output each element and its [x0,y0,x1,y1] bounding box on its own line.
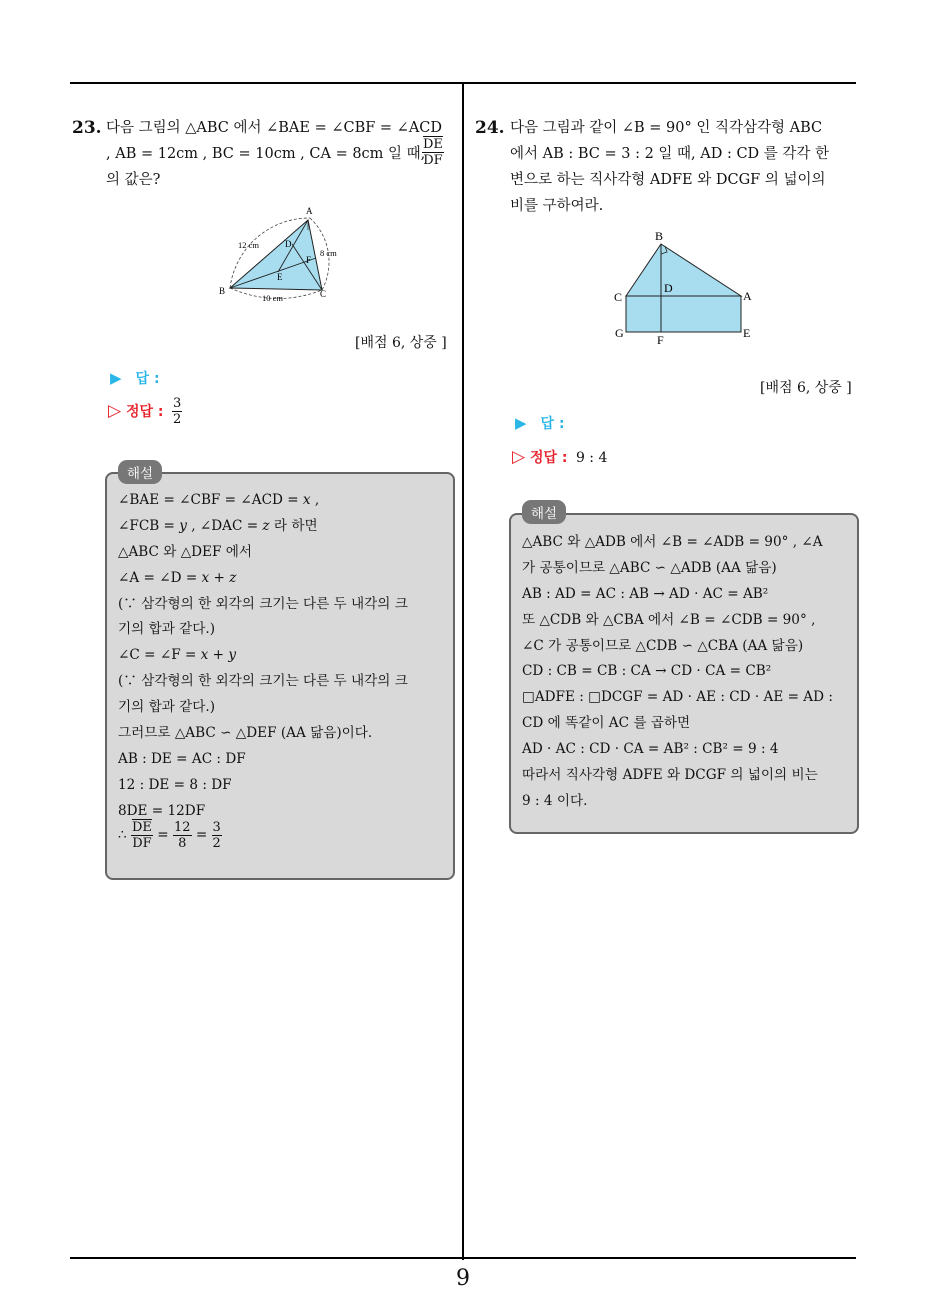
q23-correct-fraction: $\frac{3}{2}$ [172,396,182,427]
q23-exp-line: 8DE = 12DF [118,802,206,819]
fig23-label-f: F [306,255,312,265]
q24-correct-label: ▷ 정답 : [512,447,568,467]
q24-explanation-tag: 해설 [522,500,566,524]
q24-exp-line: CD 에 똑같이 AC 를 곱하면 [522,715,691,732]
q24-number: 24. [475,118,505,138]
q23-correct-label: ▷ 정답 : [108,400,164,421]
q23-exp-line: 12 : DE = 8 : DF [118,776,232,793]
fig23-label-a: A [306,206,313,216]
q23-frac-num: $\overline{DE}$ [423,137,443,152]
q24-line-2: 에서 AB : BC = 3 : 2 일 때, AD : CD 를 각각 한 [510,146,830,162]
fig24-label-a: A [743,289,752,303]
q24-exp-line: □ADFE : □DCGF = AD · AE : CD · AE = AD : [522,689,833,706]
q23-triangle-figure [210,200,360,310]
fig23-label-b: B [219,286,226,296]
q24-explanation-text [522,530,833,815]
q23-exp-final: ∴ $\frac{\overline{DE}}{DF}$ = $\frac{12}{8}$ = $\frac{3}{2}$ [118,820,221,851]
q24-rectangle-figure [608,226,758,348]
column-divider [462,82,464,1260]
play-triangle-icon: ▶ [110,369,122,387]
q23-exp-line: ∠FCB = 𝑦 , ∠DAC = 𝑧 라 하면 [118,517,318,534]
q24-line-3: 변으로 하는 직사각형 ADFE 와 DCGF 의 넓이의 [510,172,826,188]
fig24-label-d: D [664,281,673,295]
q24-exp-line: CD : CB = CB : CA → CD · CA = CB² [522,663,772,680]
q23-exp-line: (∵ 삼각형의 한 외각의 크기는 다른 두 내각의 크 [118,595,408,612]
fig23-label-c: C [320,289,327,299]
q23-line-2: , AB = 12cm , BC = 10cm , CA = 8cm 일 때, [106,146,426,162]
fig23-label-ab: 12 cm [238,240,260,250]
q23-number: 23. [72,118,102,138]
q23-exp-line: 그러므로 △ABC ∽ △DEF (AA 닮음)이다. [118,725,373,742]
q23-frac-den: DF [423,153,443,168]
fig23-label-ca: 8 cm [320,248,337,258]
q23-exp-line: ∠A = ∠D = 𝑥 + 𝑧 [118,569,237,586]
q24-score: [배점 6, 상중 ] [760,380,852,396]
q23-exp-line: AB : DE = AC : DF [118,750,246,767]
fig24-label-f: F [657,333,664,347]
q24-exp-line: ∠C 가 공통이므로 △CDB ∽ △CBA (AA 닮음) [522,637,804,654]
q23-exp-line: ∠C = ∠F = 𝑥 + 𝑦 [118,647,237,664]
outline-triangle-icon: ▷ [108,400,122,421]
fig24-label-e: E [743,326,751,340]
q24-exp-line: △ABC 와 △ADB 에서 ∠B = ∠ADB = 90° , ∠A [522,534,823,550]
q24-correct-value: 9 : 4 [575,450,608,466]
q23-exp-line: 기의 합과 같다.) [118,621,216,638]
q24-line-1: 다음 그림과 같이 ∠B = 90° 인 직각삼각형 ABC [510,120,823,136]
q23-line-3: 의 값은? [106,172,161,188]
fig24-label-c: C [614,290,623,304]
q23-score: [배점 6, 상중 ] [355,335,447,351]
q24-exp-line: AD · AC : CD · CA = AB² : CB² = 9 : 4 [522,741,779,758]
q24-answer-label: 답 : [540,416,565,432]
q23-question-fraction [422,137,444,168]
fig23-label-e: E [277,272,283,282]
q24-exp-line: AB : AD = AC : AB → AD · AC = AB² [522,585,769,602]
q24-answer-row [515,413,565,433]
q23-exp-line: 기의 합과 같다.) [118,699,216,716]
q24-exp-line: 따라서 직사각형 ADFE 와 DCGF 의 넓이의 비는 [522,767,818,784]
fig24-label-b: B [655,229,664,243]
q24-exp-line: 9 : 4 이다. [522,792,588,809]
bottom-rule [70,1257,856,1259]
q23-answer-row [110,368,160,388]
play-triangle-icon: ▶ [515,414,527,432]
q23-explanation-text [118,488,408,825]
fig24-label-g: G [615,326,624,340]
q24-correct-row [512,447,607,467]
q23-exp-line: △ABC 와 △DEF 에서 [118,543,252,560]
q23-correct-row [108,396,182,427]
page-number: 9 [456,1266,470,1291]
q24-line-4: 비를 구하여라. [510,198,604,214]
q24-exp-line: 가 공통이므로 △ABC ∽ △ADB (AA 닮음) [522,559,777,576]
outline-triangle-icon: ▷ [512,447,526,467]
q24-exp-line: 또 △CDB 와 △CBA 에서 ∠B = ∠CDB = 90° , [522,611,816,628]
q23-line-1: 다음 그림의 △ABC 에서 ∠BAE = ∠CBF = ∠ACD [106,120,443,136]
q23-exp-line: ∠BAE = ∠CBF = ∠ACD = 𝑥 , [118,492,320,508]
fig23-label-bc: 10 cm [262,293,284,303]
fig23-label-d: D [285,239,292,249]
q23-explanation-tag: 해설 [118,460,162,484]
q23-exp-line: (∵ 삼각형의 한 외각의 크기는 다른 두 내각의 크 [118,673,408,690]
q23-answer-label: 답 : [135,371,160,387]
